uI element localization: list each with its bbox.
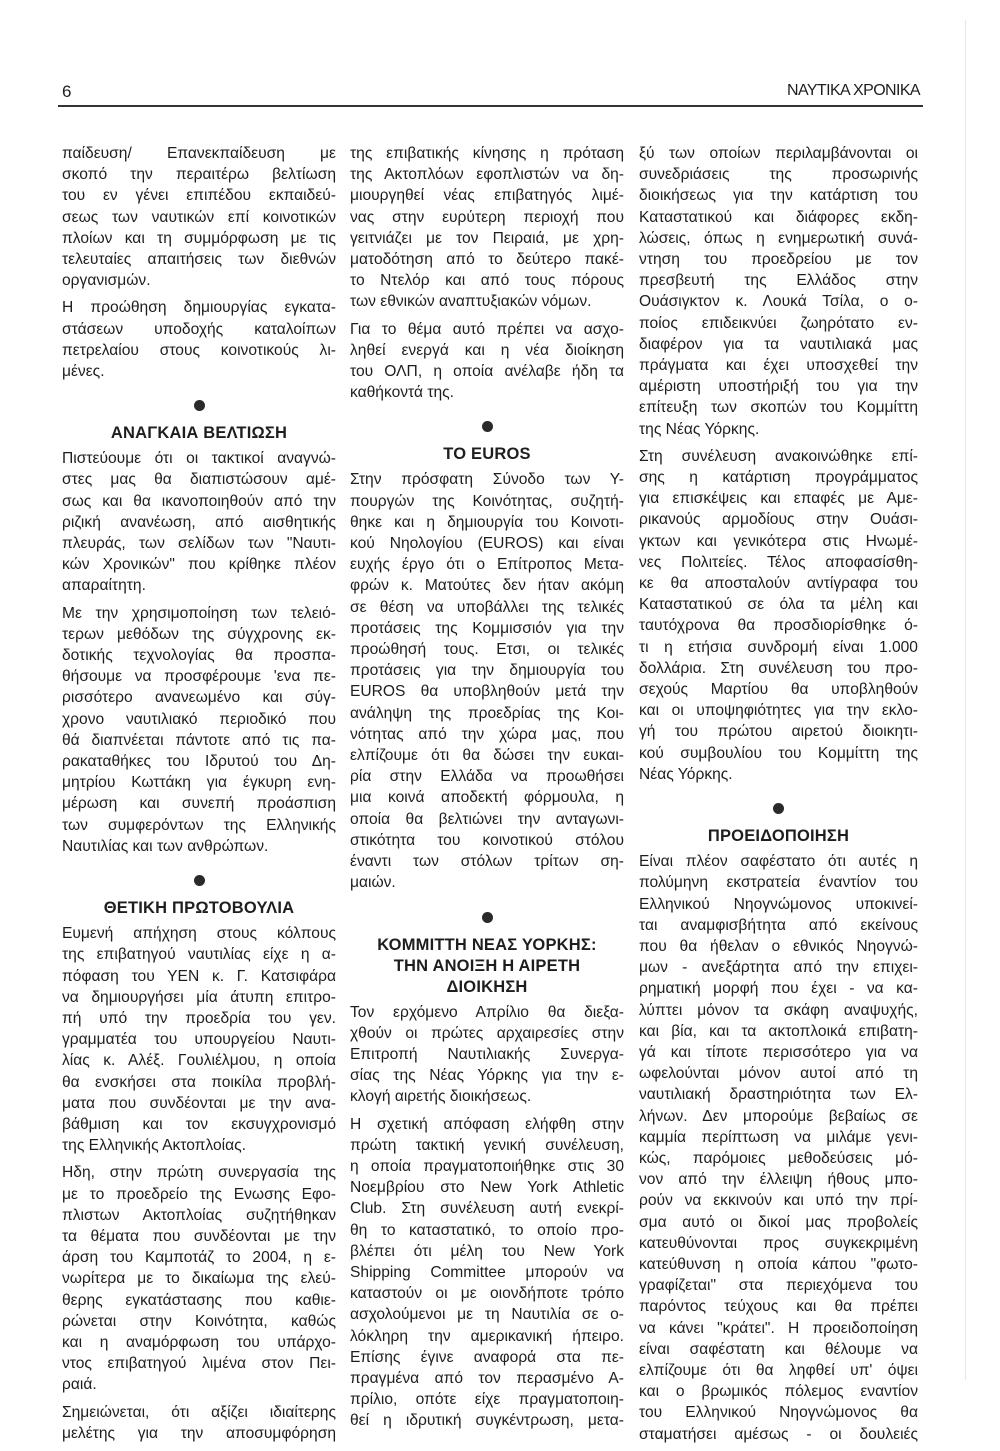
text-line: ρακαταθήκες του Ιδρυτού του Δη- (62, 753, 336, 771)
article-paragraph (639, 851, 918, 1445)
text-line: Η σχετική απόφαση ελήφθη στην (350, 1115, 624, 1133)
text-line: αμέριστη υποστήριξή του για την (639, 378, 918, 396)
header-rule (58, 105, 923, 107)
article-paragraph (639, 143, 918, 440)
heading-line: ΤΟ EUROS (443, 445, 531, 464)
text-line: πλευράς, των σελίδων των "Ναυτι- (62, 535, 336, 553)
section-heading (639, 826, 918, 847)
text-line: στες μας θα διαπιστώσουν αμέ- (62, 471, 336, 489)
text-line: πλοίων και τη συμμόρφωση με τις (62, 229, 336, 247)
article-paragraph (350, 469, 624, 893)
text-line: δοτικής τεχνολογίας θα προσπα- (62, 647, 336, 665)
text-line: ρία στην Ελλάδα να προωθήσει (350, 768, 624, 786)
text-line: σης η κατάρτιση προγράμματος (639, 469, 918, 487)
text-line: ευχής έργο ότι ο Επίτροπος Μετα- (350, 556, 624, 574)
text-line: ρούν να εκκινούν και υπό την πρί- (639, 1192, 918, 1210)
text-line: να κάνει "κράτει". Η προειδοποίηση (639, 1319, 918, 1337)
text-line: βάθμιση και τον εκσυγχρονισμό (62, 1115, 336, 1133)
text-line: πολύμηνη εκστρατεία έναντίον του (639, 874, 918, 892)
text-line: Ελληνικού Νηογνώμονος υποκινεί- (639, 895, 918, 913)
text-line: Ναυτιλίας και των ανθρώπων. (62, 837, 269, 855)
text-line: πουργών της Κοινότητας, συζητή- (350, 492, 624, 510)
text-line: ανάληψη της προεδρίας της Κοι- (350, 704, 624, 722)
text-line: λύπτει μόνον τα σκάφη αναψυχής, (639, 1001, 918, 1019)
text-line: Ουάσιγκτον κ. Λουκά Τσίλα, ο ο- (639, 293, 918, 311)
column-3 (639, 143, 918, 1451)
text-line: Επιτροπή Ναυτιλιακής Συνεργα- (350, 1045, 624, 1063)
text-line: Shipping Committee μπορούν να (350, 1263, 624, 1281)
text-line: πετρελαίου στους κοινοτικούς λι- (62, 341, 336, 359)
heading-line: ΔΙΟΙΚΗΣΗ (446, 977, 528, 996)
text-line: Στη συνέλευση ανακοινώθηκε επί- (639, 447, 918, 465)
text-line: στικότητα του κοινοτικού στόλου (350, 831, 624, 849)
text-line: προώθησή τους. Ετσι, οι τελικές (350, 641, 624, 659)
text-line: οργανισμών. (62, 272, 151, 290)
text-line: τελευταίες απαιτήσεις των διεθνών (62, 251, 336, 269)
article-paragraph (62, 923, 336, 1156)
text-line: τερων μεθόδων της σύγχρονης εκ- (62, 625, 336, 643)
text-line: είναι σαφέστατη και θέλουμε να (639, 1340, 918, 1358)
text-line: μέρωση και συνεπή προάσπιση (62, 795, 336, 813)
text-line: νες Πολιτείες. Τέλος αποφασίσθη- (639, 553, 918, 571)
text-line: απαραίτητη. (62, 577, 146, 595)
text-line: σταματήσει αμέσως - οι δουλειές (639, 1425, 918, 1443)
article-paragraph (639, 446, 918, 785)
text-line: πρίλιο, οπότε είχε πραγματοποιη- (350, 1391, 624, 1409)
text-line: δολλάρια. Στη συνέλευση του προ- (639, 659, 918, 677)
text-line: και οι υποψηφιότητες για την εκλο- (639, 702, 918, 720)
text-line: ναυτιλιακή δραστηριότητα των Ελ- (639, 1086, 918, 1104)
text-line: ελπίζουμε ότι θα ληφθεί υπ' όψει (639, 1361, 918, 1379)
article-paragraph (62, 297, 336, 382)
text-line: διοικήσεως για την κατάρτιση του (639, 187, 918, 205)
text-line: να δημιουργήσει μία άτυπη επιτρο- (62, 988, 336, 1006)
section-heading (350, 444, 624, 465)
section-heading (350, 935, 624, 998)
text-line: έναντι των στόλων τρίτων ση- (350, 853, 624, 871)
text-line: των εθνικών αναπτυξιακών νόμων. (350, 293, 592, 311)
text-line: οποία θα βελτιώνει την ανταγωνι- (350, 810, 624, 828)
text-line: του Ελληνικού Νηογνώμονος θα (639, 1404, 918, 1422)
article-paragraph (62, 1162, 336, 1395)
column-1 (62, 143, 336, 1450)
page-number: 6 (62, 82, 71, 101)
text-line: γραφίζεται" στα περιεχόμενα του (639, 1277, 918, 1295)
text-line: παρόντος τεύχους και θα πρέπει (639, 1298, 918, 1316)
article-paragraph (62, 603, 336, 857)
text-line: θεί η ιδρυτική συγκέντρωση, μετα- (350, 1412, 624, 1430)
text-line: ματοδότηση από το δεύτερο πακέ- (350, 251, 624, 269)
text-line: στάσεων υποδοχής καταλοίπων (62, 320, 336, 338)
section-heading (62, 898, 336, 919)
text-line: ξύ των οποίων περιλαμβάνονται οι (639, 145, 918, 162)
text-line: Είναι πλέον σαφέστατο ότι αυτές η (639, 853, 918, 871)
text-line: βλέπει ότι μέλη του New York (350, 1242, 624, 1260)
text-line: επίτευξη των σκοπών του Κομμίττη (639, 399, 918, 417)
text-line: λόκληρη την αμερικανική ήπειρο. (350, 1327, 624, 1345)
article-paragraph (62, 1402, 336, 1444)
text-line: Στην πρόσφατη Σύνοδο των Υ- (350, 471, 624, 489)
article-paragraph (350, 319, 624, 404)
text-line: της επιβατηγού ναυτιλίας είχε η α- (62, 946, 336, 964)
text-line: πρώτη τακτική γενική συνέλευση, (350, 1136, 624, 1154)
section-bullet-icon (194, 875, 205, 886)
text-line: διαφέρον για τα ναυτιλιακά μας (639, 335, 918, 353)
text-line: καμμία περίπτωση να μιλάμε γενι- (639, 1128, 918, 1146)
text-line: το Ντελόρ και από τους πόρους (350, 272, 624, 290)
text-line: θη το καταστατικό, το οποίο προ- (350, 1221, 624, 1239)
text-line: Πιστεύουμε ότι οι τακτικοί αναγνώ- (62, 450, 336, 468)
text-line: γά και τίποτε περισσότερο για να (639, 1043, 918, 1061)
text-line: Καταστατικού σε όλα τα μέλη και (639, 596, 918, 614)
text-line: ραιά. (62, 1376, 97, 1394)
text-line: και η αναμόρφωση του υπάρχο- (62, 1333, 336, 1351)
text-line: των συμφερόντων της Ελληνικής (62, 816, 336, 834)
section-heading (62, 423, 336, 444)
text-line: προτάσεις της Κομμισσιόν για την (350, 619, 624, 637)
text-line: νότητας από την χώρα μας, που (350, 725, 624, 743)
text-line: άρση του Καμποτάζ το 2004, η ε- (62, 1249, 336, 1267)
text-line: πλιστων Ακτοπλοίας συζητήθηκαν (62, 1206, 336, 1224)
text-line: Club. Στη συνέλευση αυτή ενεκρί- (350, 1200, 624, 1218)
text-line: Νέας Υόρκης. (639, 765, 733, 783)
text-line: θερης εγκατάστασης που καθιε- (62, 1291, 336, 1309)
text-line: πραγμένα από τον περασμένο Α- (350, 1369, 624, 1387)
text-line: λώσεις, όπως η ενημερωτική συνά- (639, 229, 918, 247)
text-line: για επισκέψεις και επαφές με Αμε- (639, 490, 918, 508)
text-line: της Ακτοπλόων εφοπλιστών να δη- (350, 166, 624, 184)
text-line: ελπίζουμε ότι θα δώσει την ευκαι- (350, 747, 624, 765)
text-line: και βία, και τα ακτοπλοικά επιβατη- (639, 1022, 918, 1040)
text-line: η οποία πραγματοποιήθηκε στις 30 (350, 1157, 624, 1175)
text-line: κού συμβουλίου του Κομμίττη της (639, 744, 918, 762)
text-line: Τον ερχόμενο Απρίλιο θα διεξα- (350, 1003, 624, 1021)
text-line: θά διαπνέεται πάντοτε από τις πα- (62, 731, 336, 749)
text-line: Σημειώνεται, ότι αξίζει ιδιαίτερης (62, 1403, 336, 1421)
heading-line: ΠΡΟΕΙΔΟΠΟΙΗΣΗ (707, 827, 850, 846)
text-line: κατευθύνονται προς συγκεκριμένη (639, 1234, 918, 1252)
text-line: νωρίτερα με το δικαίωμα της ελεύ- (62, 1270, 336, 1288)
text-line: κού Νηολογίου (EUROS) και είναι (350, 535, 624, 553)
text-line: μιουργηθεί νέας επιβατηγός λιμέ- (350, 187, 624, 205)
text-line: EUROS θα υποβληθούν μετά την (350, 683, 624, 701)
text-line: σε θέση να υποβάλλει της τελικές (350, 598, 624, 616)
section-bullet-icon (482, 421, 493, 432)
running-title: ΝΑΥΤΙΚΑ ΧΡΟΝΙΚΑ (787, 82, 920, 99)
text-line: κλογή αιρετής διοικήσεως. (350, 1088, 532, 1106)
text-line: σεως των ναυτικών επί κοινοτικών (62, 208, 336, 226)
text-line: προτάσεις για την δημιουργία του (350, 662, 624, 680)
text-line: γή του πρώτου αιρετού διοικητι- (639, 723, 918, 741)
column-2 (350, 143, 624, 1438)
text-line: φρών κ. Ματούτες δεν ήταν ακόμη (350, 577, 624, 595)
text-line: κε θα αποσταλούν αντίγραφα του (639, 575, 918, 593)
text-line: θήσουμε να προσφέρουμε 'ενα πε- (62, 668, 336, 686)
article-paragraph (350, 143, 624, 313)
text-line: ωφελούνται μόνον αυτοί από τη (639, 1065, 918, 1083)
text-line: θηκε και η δημιουργία του Κοινοτι- (350, 513, 624, 531)
text-line: Για το θέμα αυτό πρέπει να ασχο- (350, 320, 624, 338)
text-line: Νοεμβρίου στο New York Athletic (350, 1179, 624, 1197)
text-line: πράγματα και έχει υποσχεθεί την (639, 357, 918, 375)
heading-line: ΤΗΝ ΑΝΟΙΞΗ Η ΑΙΡΕΤΗ (393, 956, 581, 975)
text-line: κατεύθυνση η οποία κάπου "φωτο- (639, 1255, 918, 1273)
text-line: σίας της Νέας Υόρκης για την ε- (350, 1067, 624, 1085)
text-line: μια κοινά αποδεκτή φόρμουλα, η (350, 789, 624, 807)
text-line: ληθεί ενεργά και η νέα διοίκηση (350, 341, 624, 359)
page-header (62, 82, 920, 104)
text-line: Ευμενή απήχηση στους κόλπους (62, 925, 336, 943)
text-line: με το προεδρείο της Ενωσης Εφο- (62, 1185, 336, 1203)
text-line: σως και θα ικανοποιηθούν από την (62, 492, 336, 510)
text-line: ταυτόχρονα θα προσδιορίσθηκε ό- (639, 617, 918, 635)
text-line: μων - ανεξάρτητα από την επιχει- (639, 959, 918, 977)
text-line: πή υπό την προεδρία του γεν. (62, 1009, 336, 1027)
text-line: τα θέματα που συνδέονται με την (62, 1227, 336, 1245)
text-line: κώς, παρόμοιες μεθοδεύσεις μό- (639, 1149, 918, 1167)
text-line: ντος επιβατηγού λιμένα στον Πει- (62, 1355, 336, 1373)
text-line: ματα που συνδέονται με την ανα- (62, 1094, 336, 1112)
page-edge-shadow (965, 20, 966, 1380)
text-line: που θα ήθελαν ο εθνικός Νηογνώ- (639, 937, 918, 955)
text-line: ρηματική μορφή που έχει - να κα- (639, 980, 918, 998)
text-line: καθήκοντά της. (350, 384, 455, 402)
text-line: Η προώθηση δημιουργίας εγκατα- (62, 299, 336, 317)
section-bullet-icon (194, 400, 205, 411)
text-line: τι η ετήσια συνδρομή είναι 1.000 (639, 638, 918, 656)
text-line: μένες. (62, 363, 105, 381)
text-line: ποίος επιδεικνύει ζωηρότατο εν- (639, 314, 918, 332)
text-line: νας στην ευρύτερη περιοχή που (350, 208, 624, 226)
section-bullet-icon (482, 912, 493, 923)
text-line: σεχούς Μαρτίου θα υποβληθούν (639, 681, 918, 699)
text-line: μελέτης για την αποσυμφόρηση (62, 1424, 336, 1442)
text-line: πόφαση του ΥΕΝ κ. Γ. Κατσιφάρα (62, 967, 336, 985)
text-line: Καταστατικού και διάφορες εκδη- (639, 208, 918, 226)
text-line: και ο βρωμικός πόλεμος εναντίον (639, 1383, 918, 1401)
text-line: Με την χρησιμοποίηση των τελειό- (62, 604, 336, 622)
text-line: χθούν οι πρώτες αρχαιρεσίες στην (350, 1024, 624, 1042)
text-line: σμα αυτό οι δικοί μας προβολείς (639, 1213, 918, 1231)
article-paragraph (350, 1114, 624, 1432)
article-paragraph (62, 448, 336, 596)
text-line: συνεδριάσεις της προσωρινής (639, 166, 918, 184)
text-line: του ΟΛΠ, η οποία ανέλαβε ήδη τα (350, 363, 624, 381)
text-line: της Νέας Υόρκης. (639, 420, 760, 438)
text-line: θα ενσκήσει στα ποικίλα προβλή- (62, 1073, 336, 1091)
text-line: λίας κ. Αλέξ. Γουλιέλμου, η οποία (62, 1052, 336, 1070)
text-line: Ηδη, στην πρώτη συνεργασία της (62, 1164, 336, 1182)
text-line: του εν γένει επιπέδου εκπαιδεύ- (62, 187, 336, 205)
text-line: γειτνιάζει με τον Πειραιά, με χρη- (350, 229, 624, 247)
text-line: της Ελληνικής Ακτοπλοίας. (62, 1137, 246, 1155)
text-line: ρώνεται στην Κοινότητα, καθώς (62, 1312, 336, 1330)
text-line: καταστούν οι με οιονδήποτε τρόπο (350, 1285, 624, 1303)
text-line: ται αναμφισβήτητα από εκείνους (639, 916, 918, 934)
section-bullet-icon (773, 803, 784, 814)
text-line: ντηση του προεδρείου με τον (639, 251, 918, 269)
text-line: κών Χρονικών" που κρίθηκε πλέον (62, 556, 336, 574)
text-line: ρικανούς αρμοδίους στην Ουάσι- (639, 511, 918, 529)
text-line: ριζική ανανέωση, από αισθητικής (62, 513, 336, 531)
text-line: πρεσβευτή της Ελλάδος στην (639, 272, 918, 290)
text-line: λήνων. Δεν μπορούμε βεβαίως σε (639, 1107, 918, 1125)
article-paragraph (350, 1002, 624, 1108)
article-paragraph (62, 143, 336, 291)
text-line: μαιών. (350, 874, 396, 892)
text-line: παίδευση/ Επανεκπαίδευση με (62, 145, 336, 162)
text-line: μητρίου Κωττάκη για έγκυρη ενη- (62, 774, 336, 792)
text-line: νον από την έλλειψη ήθους μπο- (639, 1171, 918, 1189)
text-line: γκτων και γενικότερα στις Ηνωμέ- (639, 532, 918, 550)
text-line: σκοπό την περαιτέρω βελτίωση (62, 166, 336, 184)
heading-line: ΑΝΑΓΚΑΙΑ ΒΕΛΤΙΩΣΗ (110, 424, 288, 443)
text-line: γραμματέα του υπουργείου Ναυτι- (62, 1031, 336, 1049)
heading-line: ΘΕΤΙΚΗ ΠΡΩΤΟΒΟΥΛΙΑ (103, 899, 295, 918)
text-line: χρονο ναυτιλιακό περιοδικό που (62, 710, 336, 728)
text-line: Επίσης έγινε αναφορά στα πε- (350, 1348, 624, 1366)
text-line: της επιβατικής κίνησης η πρόταση (350, 145, 624, 162)
text-line: ασχολούμενοι με τη Ναυτιλία σε ο- (350, 1306, 624, 1324)
text-line: ρισσότερο ανανεωμένο και σύγ- (62, 689, 336, 707)
heading-line: ΚΟΜΜΙΤΤΗ ΝΕΑΣ ΥΟΡΚΗΣ: (377, 935, 597, 954)
